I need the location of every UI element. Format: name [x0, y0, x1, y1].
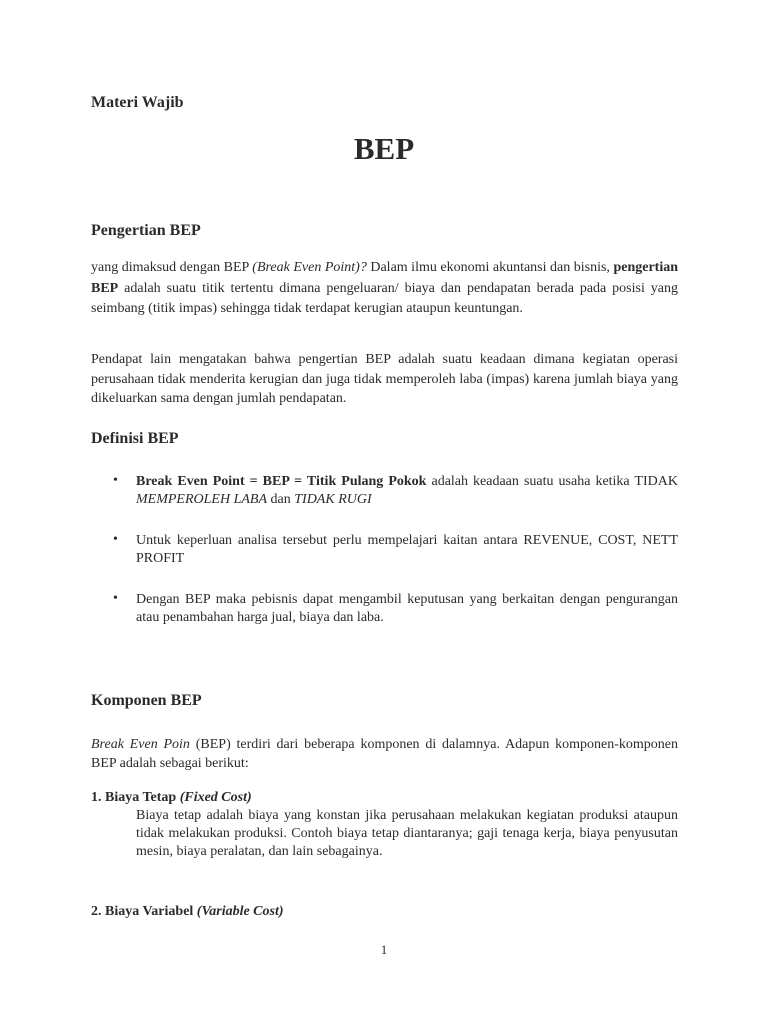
- bullet-item-3: Dengan BEP maka pebisnis dapat mengambil keputusan yang berkaitan dengan pengurangan atau penambahan harga jual, biaya dan laba.: [136, 592, 678, 625]
- item-biaya-tetap-text: Biaya tetap adalah biaya yang konstan jika perusahaan melakukan kegiatan produksi ataupun tidak melakukan produksi. Contoh biaya tetap diantaranya; gaji tenaga kerja, biaya penyusutan mesin, biaya peralatan, dan lain sebagainya.: [136, 808, 678, 859]
- document-title: BEP: [353, 131, 415, 166]
- item-biaya-tetap-heading: 1. Biaya Tetap (Fixed Cost): [91, 790, 252, 805]
- heading-definisi: Definisi BEP: [91, 430, 179, 447]
- paragraph-komponen-intro: Break Even Poin (BEP) terdiri dari beberapa komponen di dalamnya. Adapun komponen-komponen BEP adalah sebagai berikut:: [91, 737, 678, 771]
- paragraph-pengertian-2: Pendapat lain mengatakan bahwa pengertian BEP adalah suatu keadaan dimana kegiatan operasi perusahaan tidak menderita kerugian dan juga tidak memperoleh laba (impas) karena jumlah biaya yang dikeluarkan sama dengan jumlah pendapatan.: [91, 352, 678, 406]
- heading-pengertian: Pengertian BEP: [91, 222, 201, 239]
- bullet-item-1: Break Even Point = BEP = Titik Pulang Pokok adalah keadaan suatu usaha ketika TIDAK MEMPEROLEH LABA dan TIDAK RUGI: [136, 474, 678, 507]
- bullet-item-2: Untuk keperluan analisa tersebut perlu mempelajari kaitan antara REVENUE, COST, NETT PROFIT: [136, 533, 678, 566]
- section-label: Materi Wajib: [91, 94, 184, 111]
- bullet-marker: •: [113, 591, 118, 606]
- item-biaya-variabel-heading: 2. Biaya Variabel (Variable Cost): [91, 904, 284, 919]
- bullet-marker: •: [113, 532, 118, 547]
- bullet-marker: •: [113, 473, 118, 488]
- page-number: 1: [380, 942, 388, 957]
- heading-komponen: Komponen BEP: [91, 692, 202, 709]
- paragraph-pengertian-1: yang dimaksud dengan BEP (Break Even Point)? Dalam ilmu ekonomi akuntansi dan bisnis, pengertian BEP adalah suatu titik tertentu dimana pengeluaran/ biaya dan pendapatan berada pada posisi yang seimbang (titik impas) sehingga tidak terdapat kerugian ataupun keuntungan.: [91, 260, 678, 316]
